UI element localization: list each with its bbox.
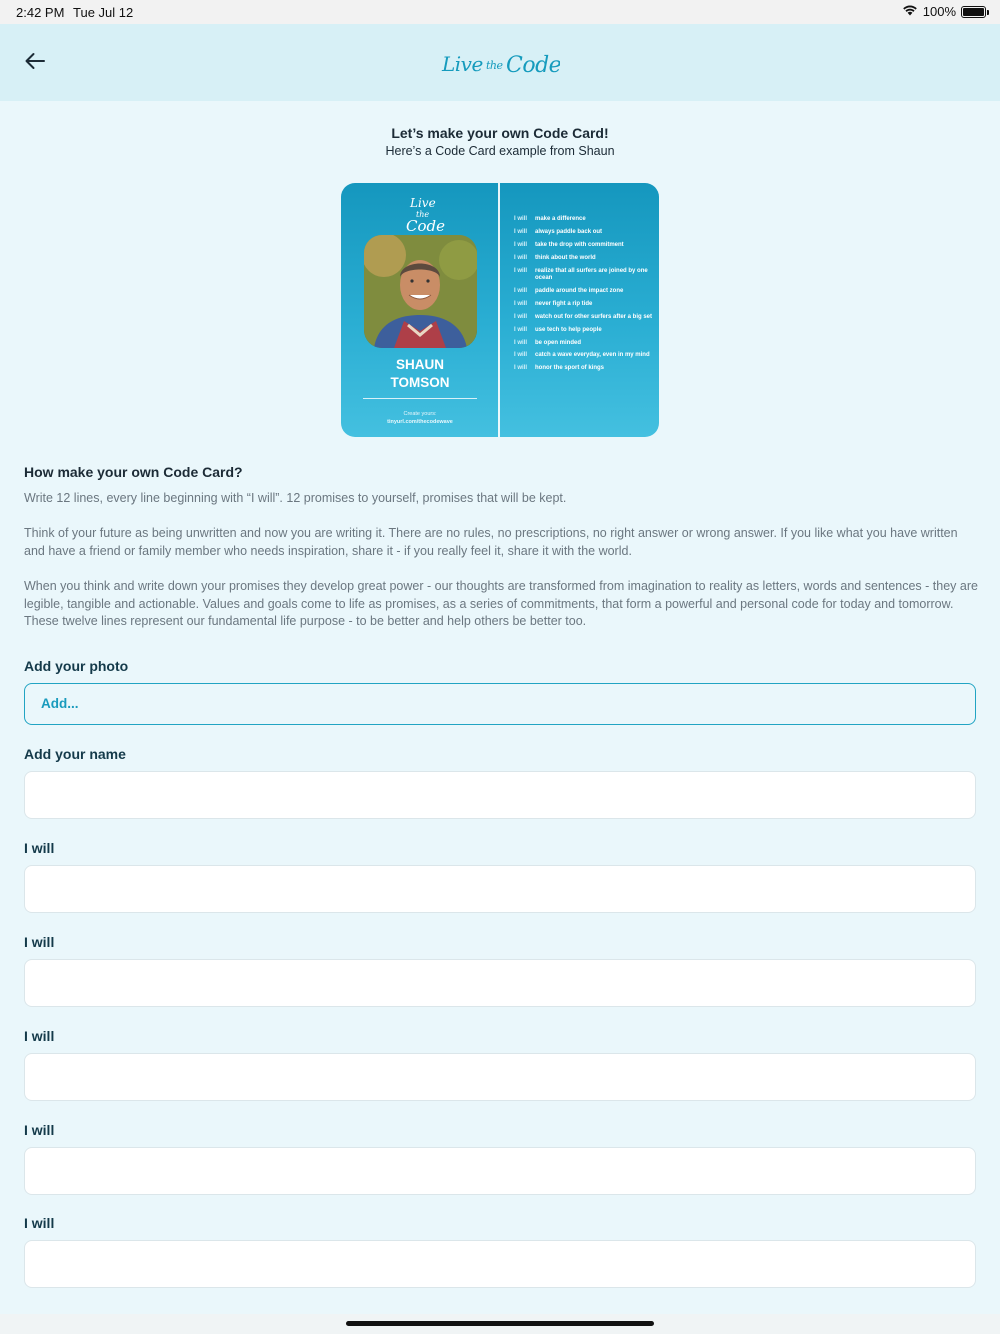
card-promise-text: watch out for other surfers after a big set (535, 313, 653, 320)
svg-text:Live: Live (410, 196, 436, 210)
app-logo (440, 44, 560, 80)
card-promise-item (514, 365, 654, 373)
add-photo-button[interactable]: Add... (24, 683, 976, 725)
svg-text:the: the (486, 59, 503, 72)
card-promise-text: catch a wave everyday, even in my mind (535, 352, 650, 359)
card-promise-item (514, 327, 654, 335)
name-input[interactable] (24, 771, 976, 819)
intro-title: Let’s make your own Code Card! (391, 125, 609, 141)
back-button[interactable] (20, 48, 50, 78)
card-promise-prefix: I will (514, 228, 528, 235)
svg-text:the: the (416, 210, 430, 219)
card-promise-item (514, 255, 654, 263)
card-promise-item (514, 229, 654, 237)
card-promise-item (514, 242, 654, 250)
card-promise-prefix: I will (514, 300, 528, 307)
card-promise-text: use tech to help people (535, 326, 602, 333)
status-right (902, 4, 986, 19)
howto-paragraph-2: Think of your future as being unwritten and now you are writing it. There are no rules, no prescriptions, no right answer or wrong answer. If you like what you have written and have a friend or family member who needs inspiration, share it - if you really feel it, share it with the world. (24, 526, 958, 558)
card-promise-item (514, 216, 654, 224)
card-promise-item (514, 340, 654, 348)
card-promise-text: never fight a rip tide (535, 300, 593, 307)
card-promise-text: be open minded (535, 339, 582, 346)
status-bar (0, 0, 1000, 24)
howto-paragraph-3: When you think and write down your promises they develop great power - our thoughts are transformed from imagination to reality as letters, words and sentences - they are legible, tangible and actionable. Values and goals come to life as promises, as a series of commitments, that form a powerful and personal code for today and tomorrow. These twelve lines represent our fundamental life purpose - to be better and help others be better too. (24, 579, 978, 629)
card-portrait-image (364, 235, 477, 348)
card-promise-text: make a difference (535, 216, 586, 222)
card-first-name: SHAUN (395, 357, 444, 372)
svg-text:Code: Code (506, 53, 560, 78)
card-create-label: Create yours: (403, 411, 437, 417)
card-create-url: tinyurl.com/thecodewave (387, 419, 453, 425)
card-logo (396, 193, 446, 237)
home-indicator[interactable] (346, 1321, 654, 1326)
card-promise-item (514, 352, 654, 360)
promise-label-1: I will (24, 840, 55, 856)
svg-text:Code: Code (406, 217, 445, 235)
card-promise-prefix: I will (514, 254, 528, 261)
promise-label-5: I will (24, 1215, 55, 1231)
nav-bar (0, 24, 1000, 101)
card-promise-list (514, 216, 654, 378)
status-date: Tue Jul 12 (73, 5, 134, 20)
card-promise-text: realize that all surfers are joined by one ocean (535, 267, 648, 282)
card-promise-prefix: I will (514, 267, 528, 274)
promise-label-2: I will (24, 934, 55, 950)
promise-label-3: I will (24, 1028, 55, 1044)
status-time: 2:42 PM (16, 5, 65, 20)
card-promise-prefix: I will (514, 287, 528, 294)
card-promise-prefix: I will (514, 313, 528, 320)
card-promise-prefix: I will (514, 365, 528, 372)
wifi-icon (902, 4, 918, 19)
howto-paragraph-1: Write 12 lines, every line beginning with “I will”. 12 promises to yourself, promises that will be kept. (24, 491, 567, 505)
card-vertical-divider (498, 183, 500, 437)
card-person-name (341, 356, 499, 392)
card-promise-text: paddle around the impact zone (535, 287, 624, 294)
card-promise-item (514, 301, 654, 309)
svg-text:Live: Live (442, 52, 483, 76)
card-promise-prefix: I will (514, 216, 528, 222)
promise-input-3[interactable] (24, 1053, 976, 1101)
promise-input-5[interactable] (24, 1240, 976, 1288)
promise-label-4: I will (24, 1122, 55, 1138)
example-code-card (341, 183, 659, 437)
card-promise-prefix: I will (514, 241, 528, 248)
card-promise-prefix: I will (514, 339, 528, 346)
card-promise-text: honor the sport of kings (535, 365, 604, 372)
promise-input-2[interactable] (24, 959, 976, 1007)
name-label: Add your name (24, 746, 126, 762)
howto-heading: How make your own Code Card? (24, 464, 243, 480)
intro-subtitle: Here’s a Code Card example from Shaun (385, 144, 615, 158)
card-promise-text: think about the world (535, 254, 596, 261)
arrow-left-icon (24, 52, 46, 75)
card-create-note (341, 410, 499, 426)
card-promise-text: always paddle back out (535, 228, 603, 235)
card-promise-prefix: I will (514, 352, 528, 359)
battery-icon (961, 6, 986, 18)
battery-percent: 100% (922, 4, 956, 19)
photo-label: Add your photo (24, 658, 129, 674)
card-divider-line (363, 398, 477, 399)
promise-input-4[interactable] (24, 1147, 976, 1195)
card-promise-prefix: I will (514, 326, 528, 333)
card-promise-item (514, 268, 654, 283)
card-promise-item (514, 288, 654, 296)
card-promise-item (514, 314, 654, 322)
card-promise-text: take the drop with commitment (535, 241, 624, 248)
card-last-name: TOMSON (390, 375, 450, 390)
promise-input-1[interactable] (24, 865, 976, 913)
